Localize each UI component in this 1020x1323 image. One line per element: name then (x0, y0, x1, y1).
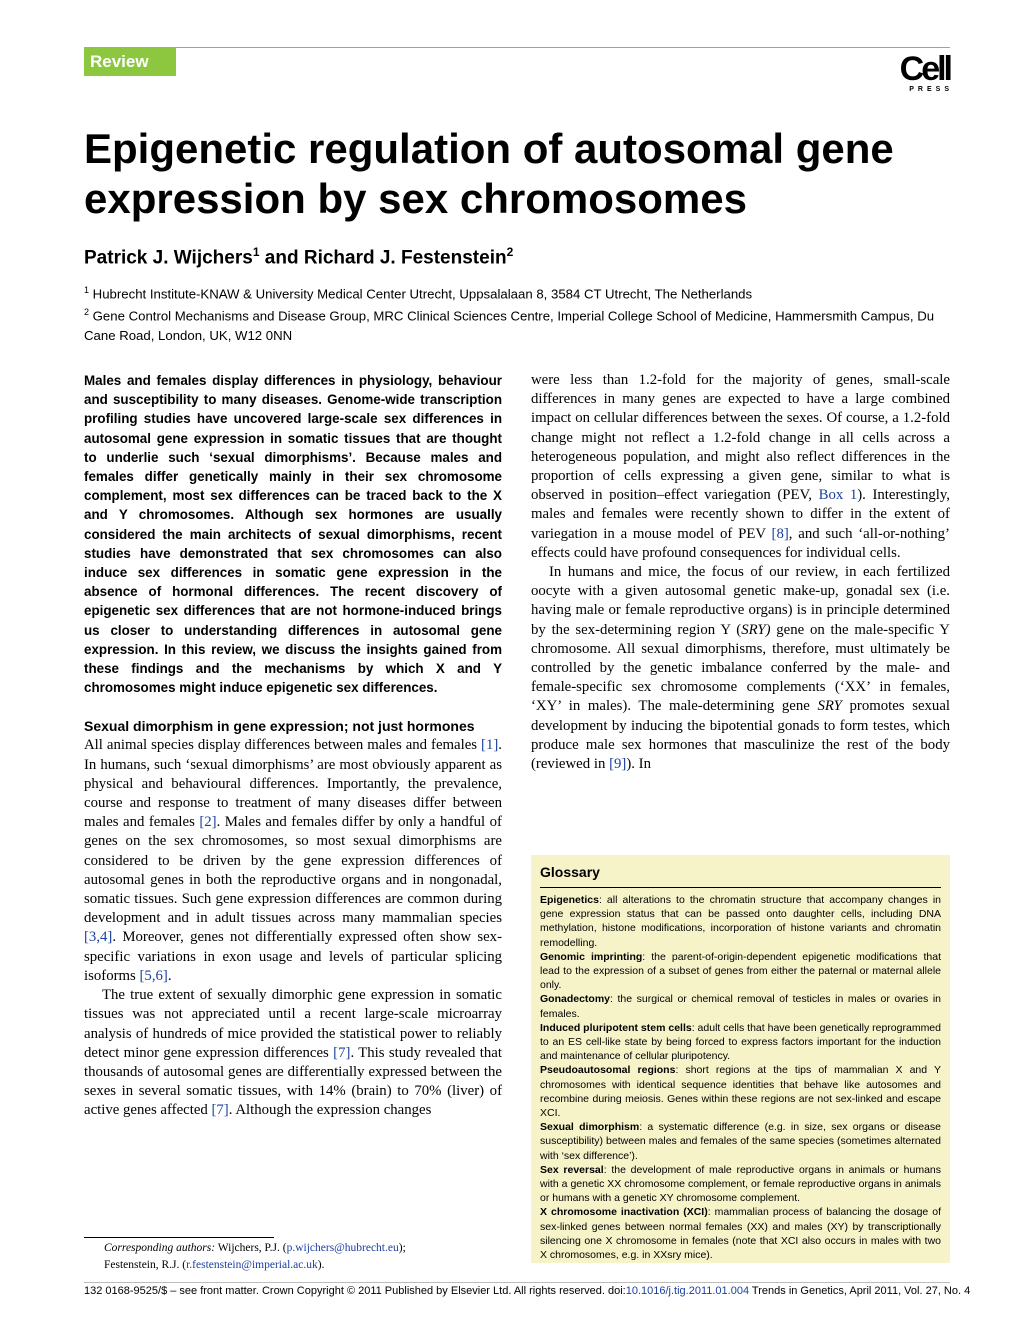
glossary-term: Genomic imprinting (540, 950, 643, 963)
footnote-name: Wijchers, P.J. ( (215, 1242, 287, 1254)
cell-press-logo (884, 50, 953, 94)
corresponding-authors (104, 1240, 406, 1274)
glossary-entries (531, 888, 950, 1262)
paragraph-2 (84, 986, 502, 1120)
text-run: , and such ‘all-or-nothing’ effects could have profound consequences for individual cells. (531, 525, 950, 561)
citation-link[interactable]: [1] (481, 737, 499, 754)
glossary-definition: : the development of male reproductive organs in animals or humans with a genetic XX chromosome complement, or female reproductive organs in animals or humans with a genetic XY chromosome complement. (540, 1163, 941, 1205)
glossary-entry (540, 950, 941, 993)
glossary-entry (540, 992, 941, 1020)
paragraph-1 (84, 736, 502, 986)
left-column (84, 371, 502, 1121)
glossary-term: Gonadectomy (540, 993, 611, 1006)
glossary-definition: : adult cells that have been genetically reprogrammed to an ES cell-like state by being forced to express factors important for the induction and maintenance of cellular pluripotency. (540, 1021, 941, 1063)
citation-link[interactable]: [7] (211, 1102, 229, 1119)
citation-link[interactable]: [9] (609, 756, 627, 773)
footnote-punct: ). (317, 1259, 325, 1271)
citation-link[interactable]: [8] (771, 525, 789, 542)
glossary-term: Sexual dimorphism (540, 1121, 640, 1134)
citation-link[interactable]: [7] (333, 1044, 351, 1061)
glossary-entry (540, 1163, 941, 1206)
email-link[interactable]: p.wijchers@hubrecht.eu (286, 1242, 399, 1254)
logo-press: PRESS (909, 86, 953, 93)
section-heading: Sexual dimorphism in gene expression; not just hormones (84, 718, 475, 735)
glossary-entry (540, 1021, 941, 1064)
citation-link[interactable]: [2] (199, 814, 217, 831)
footnote-rule (84, 1237, 274, 1238)
affiliation-2 (84, 303, 964, 344)
paragraph-3 (531, 371, 950, 563)
author-1: Patrick J. Wijchers (84, 247, 253, 269)
glossary-entry (540, 1120, 941, 1163)
text-run: . Moreover, genes not differentially expressed often show sex-specific variations in exon usage and levels of particular splicing isoforms (84, 929, 502, 984)
affiliation-2-mark: 2 (84, 307, 90, 318)
citation-link[interactable]: [3,4] (84, 929, 113, 946)
doi-link[interactable]: 10.1016/j.tig.2011.01.004 (625, 1285, 750, 1297)
affiliation-1-text: Hubrecht Institute-KNAW & University Medical Center Utrecht, Uppsalalaan 8, 3584 CT Utrecht, The Netherlands (89, 286, 753, 302)
affiliation-1 (84, 281, 964, 303)
glossary-box (531, 855, 950, 1263)
affiliation-2-text: Gene Control Mechanisms and Disease Group, MRC Clinical Sciences Centre, Imperial College School of Medicine, Hammersmith Campus, Du Cane Road, London, UK, W12 0NN (84, 308, 935, 343)
footnote-line-2 (104, 1257, 406, 1274)
box-link[interactable]: Box 1 (818, 487, 858, 504)
footnote-label: Corresponding authors: (104, 1242, 216, 1254)
page-footer (84, 1284, 971, 1298)
glossary-term: Sex reversal (540, 1163, 604, 1176)
glossary-definition: : short regions at the tips of mammalian X and Y chromosomes with identical sequence identities that behave like autosomes and recombine during meiosis. Genes within these regions are not sex-linked and escape XCI. (540, 1064, 942, 1120)
citation-link[interactable]: [5,6] (139, 967, 168, 984)
text-run: . Males and females differ by only a handful of genes on the sex chromosomes, so most sexual dimorphisms are considered to be driven by the gene expression differences of autosomal genes in both the reproductive organs and in nongonadal, somatic tissues. Such gene expression differences are common during development and in adult tissues across many mammalian species (84, 814, 502, 927)
footnote-line-1 (104, 1240, 406, 1257)
affiliations (84, 281, 964, 345)
page-number: 132 (84, 1285, 103, 1297)
author-conjunction: and (259, 247, 304, 269)
text-run: were less than 1.2-fold for the majority of genes, small-scale differences in many genes are expected to have a large combined impact on cellular differences between the sexes. Of course, a 1.2-fold change might not reflect a 1.2-fold change in all cells across a heterogeneous population, and might also reflect differences in the proportion of cells expressing a given gene, similar to what is observed in position–effect variegation (PEV, (531, 372, 950, 504)
glossary-definition: : the surgical or chemical removal of testicles in males or ovaries in females. (540, 993, 941, 1020)
glossary-definition: : the parent-of-origin-dependent epigenetic modifications that lead to the expression of a subset of genes from either the paternal or maternal allele only. (540, 950, 941, 992)
header-rule (84, 47, 950, 48)
glossary-entry (540, 893, 941, 950)
glossary-term: Induced pluripotent stem cells (540, 1021, 692, 1034)
text-run: All animal species display differences between males and females (84, 737, 482, 754)
glossary-heading: Glossary (540, 864, 600, 880)
text-run: promotes sexual development by inducing the bipotential gonads to form testes, which produce male sex hormones that masculinize the rest of the body (reviewed in (531, 698, 950, 773)
text-run: The true extent of sexually dimorphic gene expression in somatic tissues was not appreciated until a recent large-scale microarray analysis of hundreds of mice provided the statistical power to reliably detect minor gene expression differences (84, 987, 502, 1061)
glossary-entry (540, 1205, 941, 1262)
text-run: ). In (626, 756, 651, 773)
author-list (84, 240, 513, 270)
text-run: ). Interestingly, males and females were recently shown to differ in the extent of variegation in a mouse model of PEV (531, 487, 950, 542)
email-link[interactable]: r.festenstein@imperial.ac.uk (186, 1259, 318, 1271)
text-run: . (167, 967, 172, 984)
text-run: . This study revealed that thousands of autosomal genes are differentially expressed between the sexes in several somatic tissues, with 14% (brain) to 70% (liver) of active genes affected (84, 1044, 502, 1119)
text-run: In humans and mice, the focus of our review, in each fertilized oocyte with a given autosomal genetic make-up, gonadal sex (i.e. having male or female reproductive organs) is in principle determined by the sex-determining region Y ( (531, 564, 950, 638)
author-2: Richard J. Festenstein (303, 247, 507, 269)
text-run: . In humans, such ‘sexual dimorphisms’ are most obviously apparent as physical and behavioural differences. Importantly, the prevalence, course and response to treatment of many diseases differ between males and females (84, 737, 502, 831)
footnote-name: Festenstein, R.J. ( (104, 1259, 187, 1271)
journal-citation: Trends in Genetics, April 2011, Vol. 27, No. 4 (749, 1285, 971, 1297)
glossary-definition: : mammalian process of balancing the dosage of sex-linked genes between normal females (XX) and males (XY) by transcriptionally silencing one X chromosome in females (note that XCI also occurs in males with two X chromosomes, e.g. in XXsry mice). (540, 1206, 941, 1262)
footnote-punct: ); (398, 1242, 406, 1254)
article-title: Epigenetic regulation of autosomal gene expression by sex chromosomes (84, 125, 894, 222)
section-label: Review (84, 47, 176, 76)
text-run: gene on the male-specific Y chromosome. All sexual dimorphisms, therefore, must ultimately be controlled by the genetic imbalance conferred by the male- and female-specific sex chromosome complements (‘XX’ in females, ‘XY’ in males). The male-determining gene (531, 621, 950, 715)
paragraph-4 (531, 563, 950, 774)
right-column (531, 371, 950, 774)
author-1-affil-mark: 1 (252, 245, 260, 259)
glossary-term: X chromosome inactivation (XCI) (540, 1206, 708, 1219)
glossary-term: Pseudoautosomal regions (540, 1064, 676, 1077)
glossary-definition: : all alterations to the chromatin structure that accompany changes in gene expression status that can be passed onto daughter cells, including DNA methylation, histone modifications, incorporation of histone variants and chromatin remodelling. (540, 894, 941, 949)
abstract: Males and females display differences in physiology, behaviour and susceptibility to many diseases. Genome-wide transcription profiling studies have uncovered large-scale sex differences in autosomal gene expression in somatic tissues that are thought to underlie such ‘sexual dimorphisms’. Because males and females differ genetically mainly in their sex chromosome complement, most sex differences can be traced back to the X and Y chromosomes. Although sex hormones are usually considered the main architects of sexual dimorphisms, recent studies have demonstrated that sex chromosomes can also induce sex differences in somatic gene expression in the absence of hormonal differences. The recent discovery of epigenetic sex differences that are not hormone-induced brings us closer to understanding differences in autosomal gene expression. In this review, we discuss the insights gained from these findings and the mechanisms by which X and Y chromosomes might induce epigenetic sex differences. (84, 373, 502, 696)
glossary-term: Epigenetics (540, 894, 599, 906)
glossary-entry (540, 1063, 941, 1120)
copyright-line: 0168-9525/$ – see front matter. Crown Copyright © 2011 Published by Elsevier Ltd. All rights reserved. doi: (102, 1285, 626, 1297)
footer-rule (84, 1282, 950, 1283)
glossary-definition: : a systematic difference (e.g. in size, sex organs or disease susceptibility) between males and females of the same species (sometimes alternated with ‘sex difference’). (540, 1121, 941, 1162)
gene-name: SRY) (741, 621, 771, 638)
affiliation-1-mark: 1 (84, 285, 90, 295)
text-run: . Although the expression changes (228, 1102, 432, 1119)
author-2-affil-mark: 2 (506, 245, 514, 259)
logo-word: Cell (899, 50, 950, 88)
gene-name: SRY (817, 698, 842, 715)
